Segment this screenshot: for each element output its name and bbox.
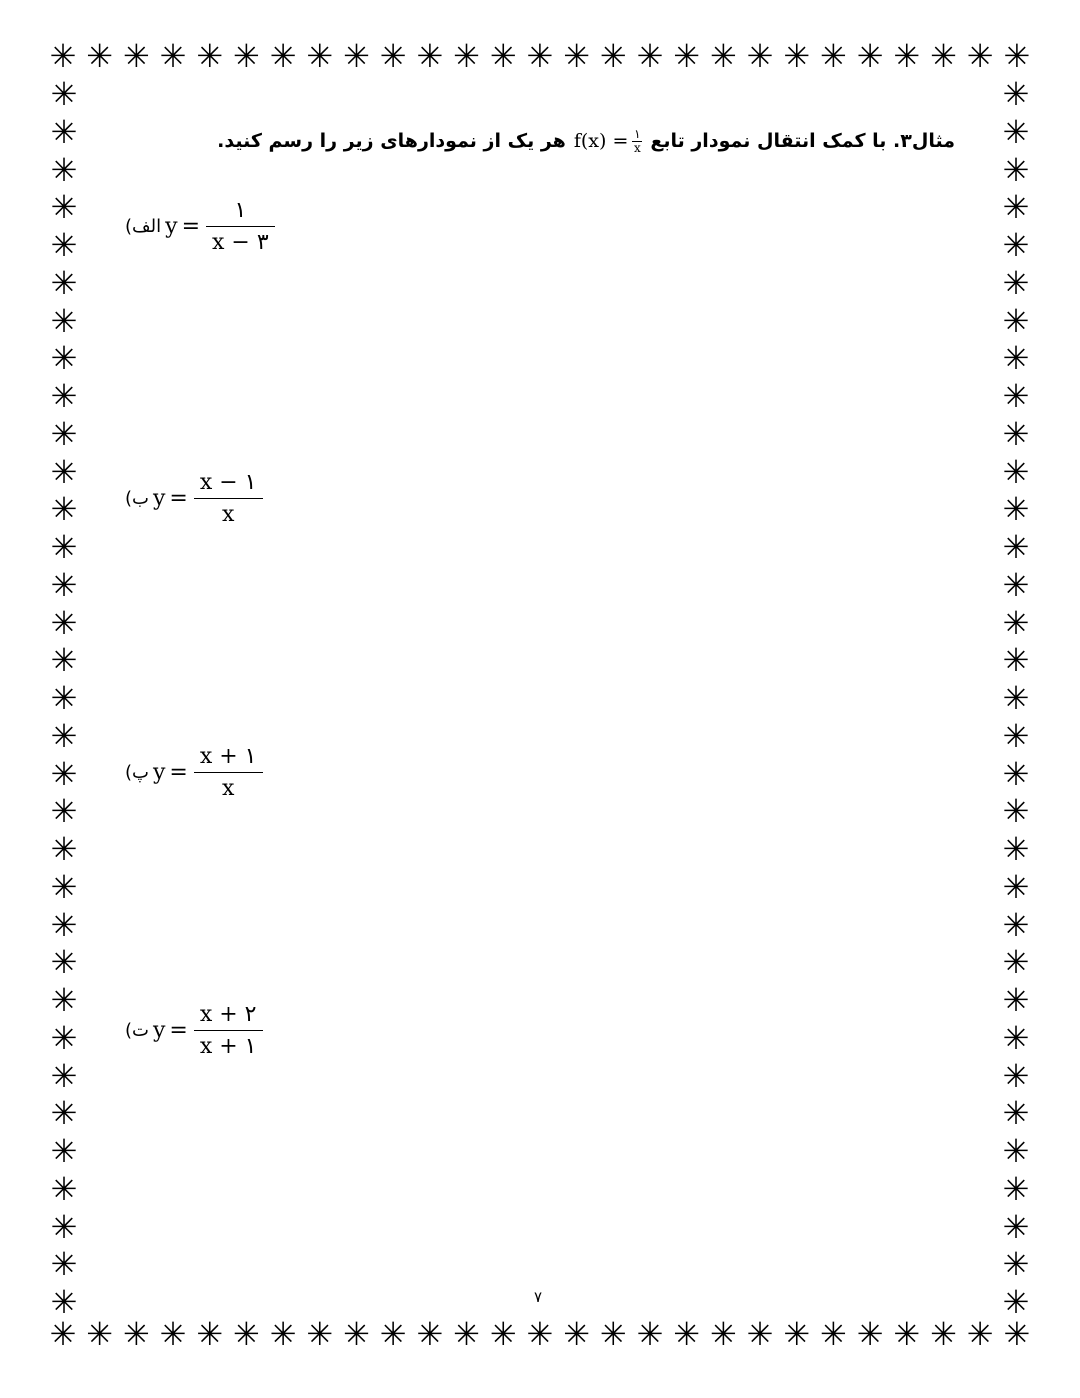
problem-denominator: x [221,776,235,802]
border-star-icon: ✳ [709,1318,737,1353]
border-star-icon: ✳ [50,112,78,151]
problem-fraction [194,744,263,802]
border-star-icon: ✳ [50,905,78,944]
problem-p [125,744,263,802]
border-star-icon: ✳ [50,263,78,302]
problem-denominator: x − ۳ [212,230,269,256]
equals-sign: = [169,486,188,512]
border-star-icon: ✳ [50,150,78,189]
border-star-icon: ✳ [856,40,884,75]
problem-t [125,1002,263,1060]
border-star-icon: ✳ [599,1318,627,1353]
border-right [996,78,1036,1318]
border-star-icon: ✳ [1002,1169,1030,1208]
function-lhs: f(x) = [573,130,629,153]
border-star-icon: ✳ [1002,263,1030,302]
border-star-icon: ✳ [50,1094,78,1133]
equals-sign: = [169,760,188,786]
border-star-icon: ✳ [343,40,370,75]
border-star-icon: ✳ [1002,339,1030,378]
border-star-icon: ✳ [159,40,187,75]
problem-lhs: y [152,486,166,512]
border-star-icon: ✳ [856,1318,884,1353]
heading-suffix: هر یک از نمودارهای زیر را رسم کنید. [217,130,566,153]
border-star-icon: ✳ [966,1318,994,1353]
border-star-icon: ✳ [1002,1056,1030,1095]
border-star-icon: ✳ [783,40,811,75]
border-star-icon: ✳ [1002,1245,1030,1284]
border-star-icon: ✳ [1002,1132,1030,1170]
border-star-icon: ✳ [196,40,224,75]
border-star-icon: ✳ [563,40,591,75]
border-star-icon: ✳ [1002,603,1030,642]
border-star-icon: ✳ [1002,78,1030,113]
border-star-icon: ✳ [86,1318,114,1353]
problem-b [125,470,263,528]
problem-denominator: x [221,502,235,528]
border-star-icon: ✳ [1002,641,1030,680]
border-star-icon: ✳ [1002,1207,1030,1246]
border-star-icon: ✳ [1002,1094,1030,1133]
problem-denominator: x + ۱ [199,1034,257,1060]
border-star-icon: ✳ [50,226,78,264]
border-star-icon: ✳ [50,943,78,982]
function-definition [574,128,643,154]
border-left [44,78,84,1318]
border-star-icon: ✳ [50,1056,78,1095]
border-star-icon: ✳ [1002,905,1030,944]
border-star-icon: ✳ [489,1318,517,1353]
function-denominator: x [633,140,641,155]
problem-label: (الف [125,216,162,238]
border-star-icon: ✳ [379,40,407,75]
example-heading [217,128,955,154]
border-star-icon: ✳ [50,792,78,831]
border-star-icon: ✳ [50,339,78,378]
border-star-icon: ✳ [1002,792,1030,831]
border-star-icon: ✳ [1002,830,1030,868]
page-number: ۷ [534,1288,543,1306]
problem-numerator: x + ۱ [199,744,257,769]
border-star-icon: ✳ [599,40,627,75]
border-star-icon: ✳ [86,40,114,75]
border-star-icon: ✳ [1003,1318,1031,1353]
border-star-icon: ✳ [820,1318,847,1353]
border-star-icon: ✳ [1002,716,1030,755]
border-star-icon: ✳ [746,1318,774,1353]
border-star-icon: ✳ [1002,226,1030,264]
border-star-icon: ✳ [50,377,78,415]
border-star-icon: ✳ [306,40,334,75]
border-star-icon: ✳ [233,1318,260,1353]
border-star-icon: ✳ [50,1245,78,1284]
border-star-icon: ✳ [50,301,78,340]
border-star-icon: ✳ [159,1318,187,1353]
border-star-icon: ✳ [746,40,774,75]
border-star-icon: ✳ [1002,565,1030,604]
border-star-icon: ✳ [526,1318,554,1353]
border-star-icon: ✳ [1002,112,1030,151]
border-star-icon: ✳ [416,40,444,75]
border-star-icon: ✳ [1002,754,1030,793]
border-star-icon: ✳ [50,414,78,453]
border-star-icon: ✳ [1002,981,1030,1019]
heading-prefix: مثال۳. با کمک انتقال نمودار تابع [650,130,955,153]
border-star-icon: ✳ [50,981,78,1019]
border-star-icon: ✳ [930,40,957,75]
border-star-icon: ✳ [1002,150,1030,189]
fraction-bar [194,772,263,773]
equals-sign: = [181,214,201,240]
problem-fraction [194,470,263,528]
border-star-icon: ✳ [893,40,921,75]
border-star-icon: ✳ [416,1318,444,1353]
border-star-icon: ✳ [50,1283,78,1318]
border-star-icon: ✳ [50,1132,78,1170]
problem-numerator: ۱ [234,198,247,223]
function-fraction [632,128,642,154]
border-star-icon: ✳ [453,1318,480,1353]
border-star-icon: ✳ [1002,867,1030,906]
fraction-bar [194,498,263,499]
border-star-icon: ✳ [1002,1018,1030,1057]
border-star-icon: ✳ [563,1318,591,1353]
problem-lhs: y [152,1018,166,1044]
border-star-icon: ✳ [1002,943,1030,982]
border-star-icon: ✳ [269,1318,297,1353]
border-star-icon: ✳ [50,830,78,868]
border-star-icon: ✳ [453,40,480,75]
border-star-icon: ✳ [50,565,78,604]
border-star-icon: ✳ [122,40,150,75]
problem-label: (ب [125,488,149,510]
problem-a [125,198,275,256]
border-star-icon: ✳ [1002,377,1030,415]
border-star-icon: ✳ [122,1318,150,1353]
border-star-icon: ✳ [50,188,78,227]
border-star-icon: ✳ [1002,1283,1030,1318]
border-star-icon: ✳ [966,40,994,75]
border-star-icon: ✳ [1002,528,1030,566]
border-star-icon: ✳ [50,603,78,642]
border-star-icon: ✳ [673,1318,701,1353]
border-star-icon: ✳ [636,1318,664,1353]
border-bottom [46,1318,1034,1358]
border-star-icon: ✳ [49,40,77,75]
border-star-icon: ✳ [50,1169,78,1208]
border-star-icon: ✳ [1002,452,1030,491]
border-star-icon: ✳ [50,1207,78,1246]
border-star-icon: ✳ [636,40,664,75]
border-star-icon: ✳ [49,1318,77,1353]
border-star-icon: ✳ [50,867,78,906]
border-star-icon: ✳ [820,40,847,75]
border-star-icon: ✳ [709,40,737,75]
border-star-icon: ✳ [343,1318,370,1353]
border-star-icon: ✳ [196,1318,224,1353]
border-star-icon: ✳ [1002,679,1030,717]
border-star-icon: ✳ [50,716,78,755]
problem-fraction [206,198,275,256]
border-star-icon: ✳ [269,40,297,75]
border-star-icon: ✳ [379,1318,407,1353]
problem-lhs: y [165,214,178,240]
border-star-icon: ✳ [489,40,517,75]
problem-label: (ت [125,1020,149,1042]
border-star-icon: ✳ [783,1318,811,1353]
problem-numerator: x + ۲ [199,1002,257,1027]
problem-label: (پ [125,762,149,784]
border-star-icon: ✳ [50,641,78,680]
fraction-bar [194,1030,263,1031]
border-star-icon: ✳ [1002,301,1030,340]
border-star-icon: ✳ [930,1318,957,1353]
problem-fraction [194,1002,263,1060]
equals-sign: = [169,1018,188,1044]
function-numerator: ۱ [634,127,641,141]
border-star-icon: ✳ [1002,490,1030,529]
border-star-icon: ✳ [50,528,78,566]
border-star-icon: ✳ [233,40,260,75]
border-star-icon: ✳ [673,40,701,75]
border-star-icon: ✳ [306,1318,334,1353]
border-star-icon: ✳ [1002,414,1030,453]
problem-lhs: y [152,760,166,786]
border-star-icon: ✳ [526,40,554,75]
fraction-bar [206,226,275,227]
border-top [46,40,1034,80]
border-star-icon: ✳ [1002,188,1030,227]
border-star-icon: ✳ [50,490,78,529]
border-star-icon: ✳ [50,452,78,491]
border-star-icon: ✳ [1003,40,1031,75]
border-star-icon: ✳ [50,1018,78,1057]
border-star-icon: ✳ [893,1318,921,1353]
border-star-icon: ✳ [50,679,78,717]
border-star-icon: ✳ [50,78,78,113]
border-star-icon: ✳ [50,754,78,793]
problem-numerator: x − ۱ [199,470,257,495]
